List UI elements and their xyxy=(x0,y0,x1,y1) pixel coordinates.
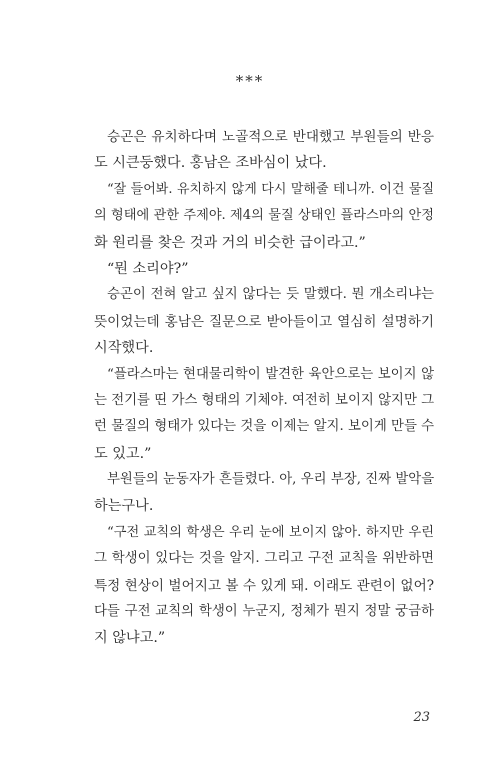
text-line: 그 학생이 있다는 것을 알지. 그리고 구전 교칙을 위반하면 xyxy=(94,551,434,567)
text-line: 도 시큰둥했다. 홍남은 조바심이 났다. xyxy=(94,155,327,172)
paragraph xyxy=(94,467,434,520)
text-line: 시작했다. xyxy=(94,340,154,357)
text-line: 화 원리를 찾은 것과 거의 비슷한 급이라고.” xyxy=(94,234,366,251)
page-number: 23 xyxy=(413,710,430,725)
text-line: 지 않냐고.” xyxy=(94,630,166,647)
text-line: 는 전기를 띤 가스 형태의 기체야. 여전히 보이지 않지만 그 xyxy=(94,392,435,408)
text-line: 승곤은 유치하다며 노골적으로 반대했고 부원들의 반응 xyxy=(107,129,434,145)
text-line: 부원들의 눈동자가 흔들렸다. 아, 우리 부장, 진짜 발악을 xyxy=(107,472,435,488)
paragraph xyxy=(94,256,434,282)
text-line: 의 형태에 관한 주제야. 제4의 물질 상태인 플라스마의 안정 xyxy=(94,208,434,224)
paragraph xyxy=(94,177,434,256)
text-line: 승곤이 전혀 알고 싶지 않다는 듯 말했다. 뭔 개소리냐는 xyxy=(107,287,434,303)
text-line: “잘 들어봐. 유치하지 않게 다시 말해줄 테니까. 이건 물질 xyxy=(107,181,434,197)
paragraph xyxy=(94,362,434,468)
text-line: “플라스마는 현대물리학이 발견한 육안으로는 보이지 않 xyxy=(107,366,434,382)
text-line: “구전 교칙의 학생은 우리 눈에 보이지 않아. 하지만 우린 xyxy=(107,524,434,540)
section-separator: *** xyxy=(235,72,265,90)
text-line: 다들 구전 교칙의 학생이 누군지, 정체가 뭔지 정말 궁금하 xyxy=(94,604,434,620)
text-line: 뜻이었는데 홍남은 질문으로 받아들이고 열심히 설명하기 xyxy=(94,313,434,330)
paragraph xyxy=(94,124,434,177)
body-text xyxy=(94,124,434,652)
text-line: 도 있고.” xyxy=(94,445,152,462)
text-line: 특정 현상이 벌어지고 볼 수 있게 돼. 이래도 관련이 없어? xyxy=(94,577,434,594)
paragraph xyxy=(94,520,434,652)
text-line: 런 물질의 형태가 있다는 것을 이제는 알지. 보이게 만들 수 xyxy=(94,419,435,435)
paragraph xyxy=(94,282,434,361)
text-line: “뭔 소리야?” xyxy=(107,260,189,277)
text-line: 하는구나. xyxy=(94,498,154,515)
